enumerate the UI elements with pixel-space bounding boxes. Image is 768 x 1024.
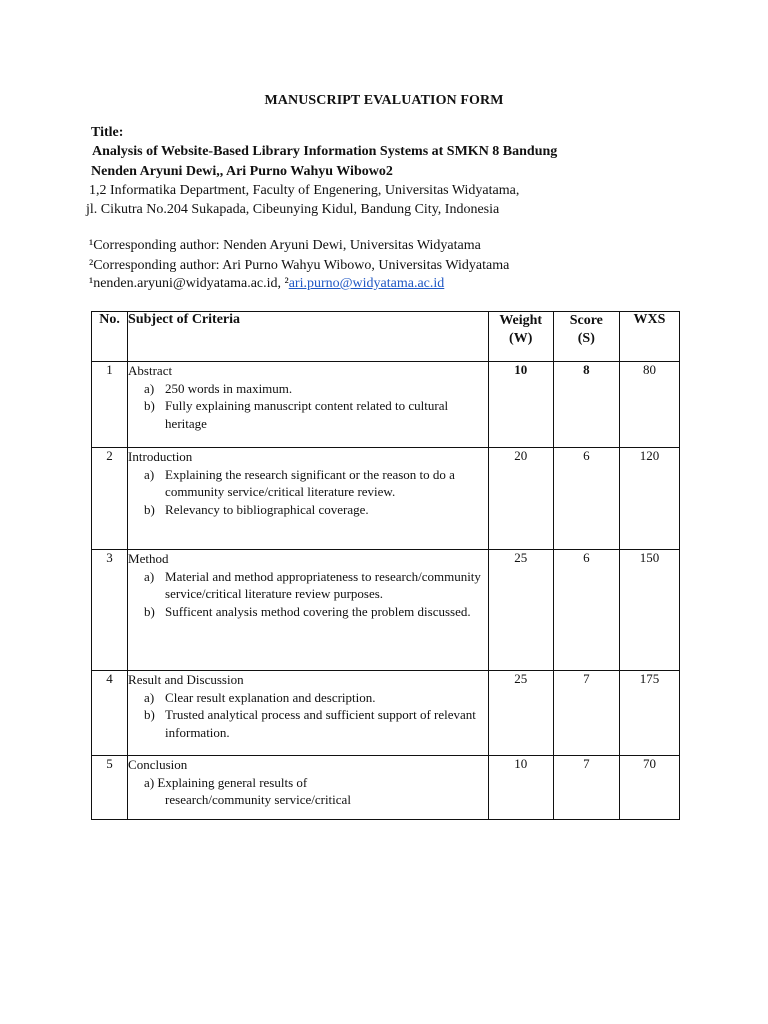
criteria-name: Introduction: [128, 449, 193, 464]
title-label: Title:: [91, 125, 124, 140]
row-number: 2: [92, 448, 128, 550]
list-item: [144, 568, 488, 603]
item-text-line1: a) Explaining general results of: [144, 774, 308, 790]
table-row: [92, 448, 680, 550]
criteria-cell: [128, 448, 489, 550]
item-text-line2: research/community service/critical: [165, 792, 351, 807]
form-heading: MANUSCRIPT EVALUATION FORM: [264, 93, 504, 108]
table-row: [92, 550, 680, 671]
weight-value: 10: [488, 756, 553, 820]
row-number: 3: [92, 550, 128, 671]
item-marker: b): [144, 707, 155, 722]
header-weight-line1: Weight: [499, 313, 543, 328]
list-item: [144, 397, 488, 432]
item-text: Trusted analytical process and sufficient support of relevant information.: [165, 707, 476, 740]
criteria-cell: [128, 671, 489, 756]
list-item: [128, 774, 488, 809]
wxs-value: 150: [619, 550, 679, 671]
score-value: 7: [553, 671, 619, 756]
email-2-link[interactable]: ari.purno@widyatama.ac.id: [288, 276, 445, 291]
item-text: Relevancy to bibliographical coverage.: [165, 501, 369, 517]
criteria-name: Abstract: [128, 363, 173, 378]
list-item: [144, 603, 488, 621]
item-marker: b): [144, 603, 155, 619]
weight-value: 10: [488, 362, 553, 448]
table-header-row: [92, 312, 680, 362]
header-no: No.: [92, 312, 128, 362]
wxs-value: 70: [619, 756, 679, 820]
email-line: [89, 276, 444, 292]
item-marker: b): [144, 398, 155, 413]
header-score-line1: Score: [569, 313, 603, 328]
item-text: Clear result explanation and description.: [165, 689, 376, 705]
list-item: [144, 380, 488, 398]
criteria-cell: [128, 362, 489, 448]
score-value: 6: [553, 448, 619, 550]
criteria-name: Result and Discussion: [128, 672, 244, 687]
item-marker: b): [144, 501, 155, 517]
header-weight-line2: (W): [509, 331, 533, 346]
item-text: Fully explaining manuscript content related to cultural heritage: [165, 398, 449, 431]
criteria-items: [128, 568, 488, 621]
item-text: Material and method appropriateness to research/community service/critical literature review purposes.: [165, 568, 481, 601]
item-marker: a): [144, 568, 155, 584]
manuscript-title: Analysis of Website-Based Library Information Systems at SMKN 8 Bandung: [92, 144, 558, 159]
list-item: [144, 706, 488, 741]
authors-line: Nenden Aryuni Dewi,, Ari Purno Wahyu Wibowo2: [91, 164, 393, 179]
table-row: [92, 671, 680, 756]
wxs-value: 120: [619, 448, 679, 550]
table-row: [92, 362, 680, 448]
item-marker: a): [144, 466, 155, 482]
weight-value: 25: [488, 550, 553, 671]
weight-value: 20: [488, 448, 553, 550]
address-line: jl. Cikutra No.204 Sukapada, Cibeunying Kidul, Bandung City, Indonesia: [86, 202, 500, 217]
evaluation-table: [91, 311, 680, 820]
table-row: [92, 756, 680, 820]
criteria-name: Method: [128, 551, 169, 566]
header-subject: Subject of Criteria: [128, 312, 489, 362]
criteria-items: [128, 380, 488, 433]
criteria-name: Conclusion: [128, 757, 188, 772]
header-wxs: WXS: [619, 312, 679, 362]
item-marker: a): [144, 689, 155, 705]
header-weight: [488, 312, 553, 362]
item-text: Explaining the research significant or the reason to do a community service/critical literature review.: [165, 466, 455, 499]
corresponding-author-2: ²Corresponding author: Ari Purno Wahyu Wibowo, Universitas Widyatama: [89, 258, 510, 273]
list-item: [144, 501, 488, 519]
affiliation-line: 1,2 Informatika Department, Faculty of Engenering, Universitas Widyatama,: [89, 183, 520, 198]
list-item: [144, 689, 488, 707]
email-1: ¹nenden.aryuni@widyatama.ac.id, ²: [89, 276, 289, 291]
item-text: Sufficent analysis method covering the problem discussed.: [165, 603, 471, 619]
criteria-cell: [128, 756, 489, 820]
list-item: [144, 466, 488, 501]
score-value: 7: [553, 756, 619, 820]
row-number: 4: [92, 671, 128, 756]
item-text: 250 words in maximum.: [165, 380, 293, 396]
score-value: 8: [553, 362, 619, 448]
wxs-value: 80: [619, 362, 679, 448]
header-score: [553, 312, 619, 362]
row-number: 1: [92, 362, 128, 448]
header-score-line2: (S): [577, 331, 595, 346]
wxs-value: 175: [619, 671, 679, 756]
score-value: 6: [553, 550, 619, 671]
criteria-items: [128, 466, 488, 519]
corresponding-author-1: ¹Corresponding author: Nenden Aryuni Dewi, Universitas Widyatama: [89, 238, 481, 253]
criteria-cell: [128, 550, 489, 671]
row-number: 5: [92, 756, 128, 820]
weight-value: 25: [488, 671, 553, 756]
item-marker: a): [144, 380, 155, 396]
criteria-items: [128, 689, 488, 742]
